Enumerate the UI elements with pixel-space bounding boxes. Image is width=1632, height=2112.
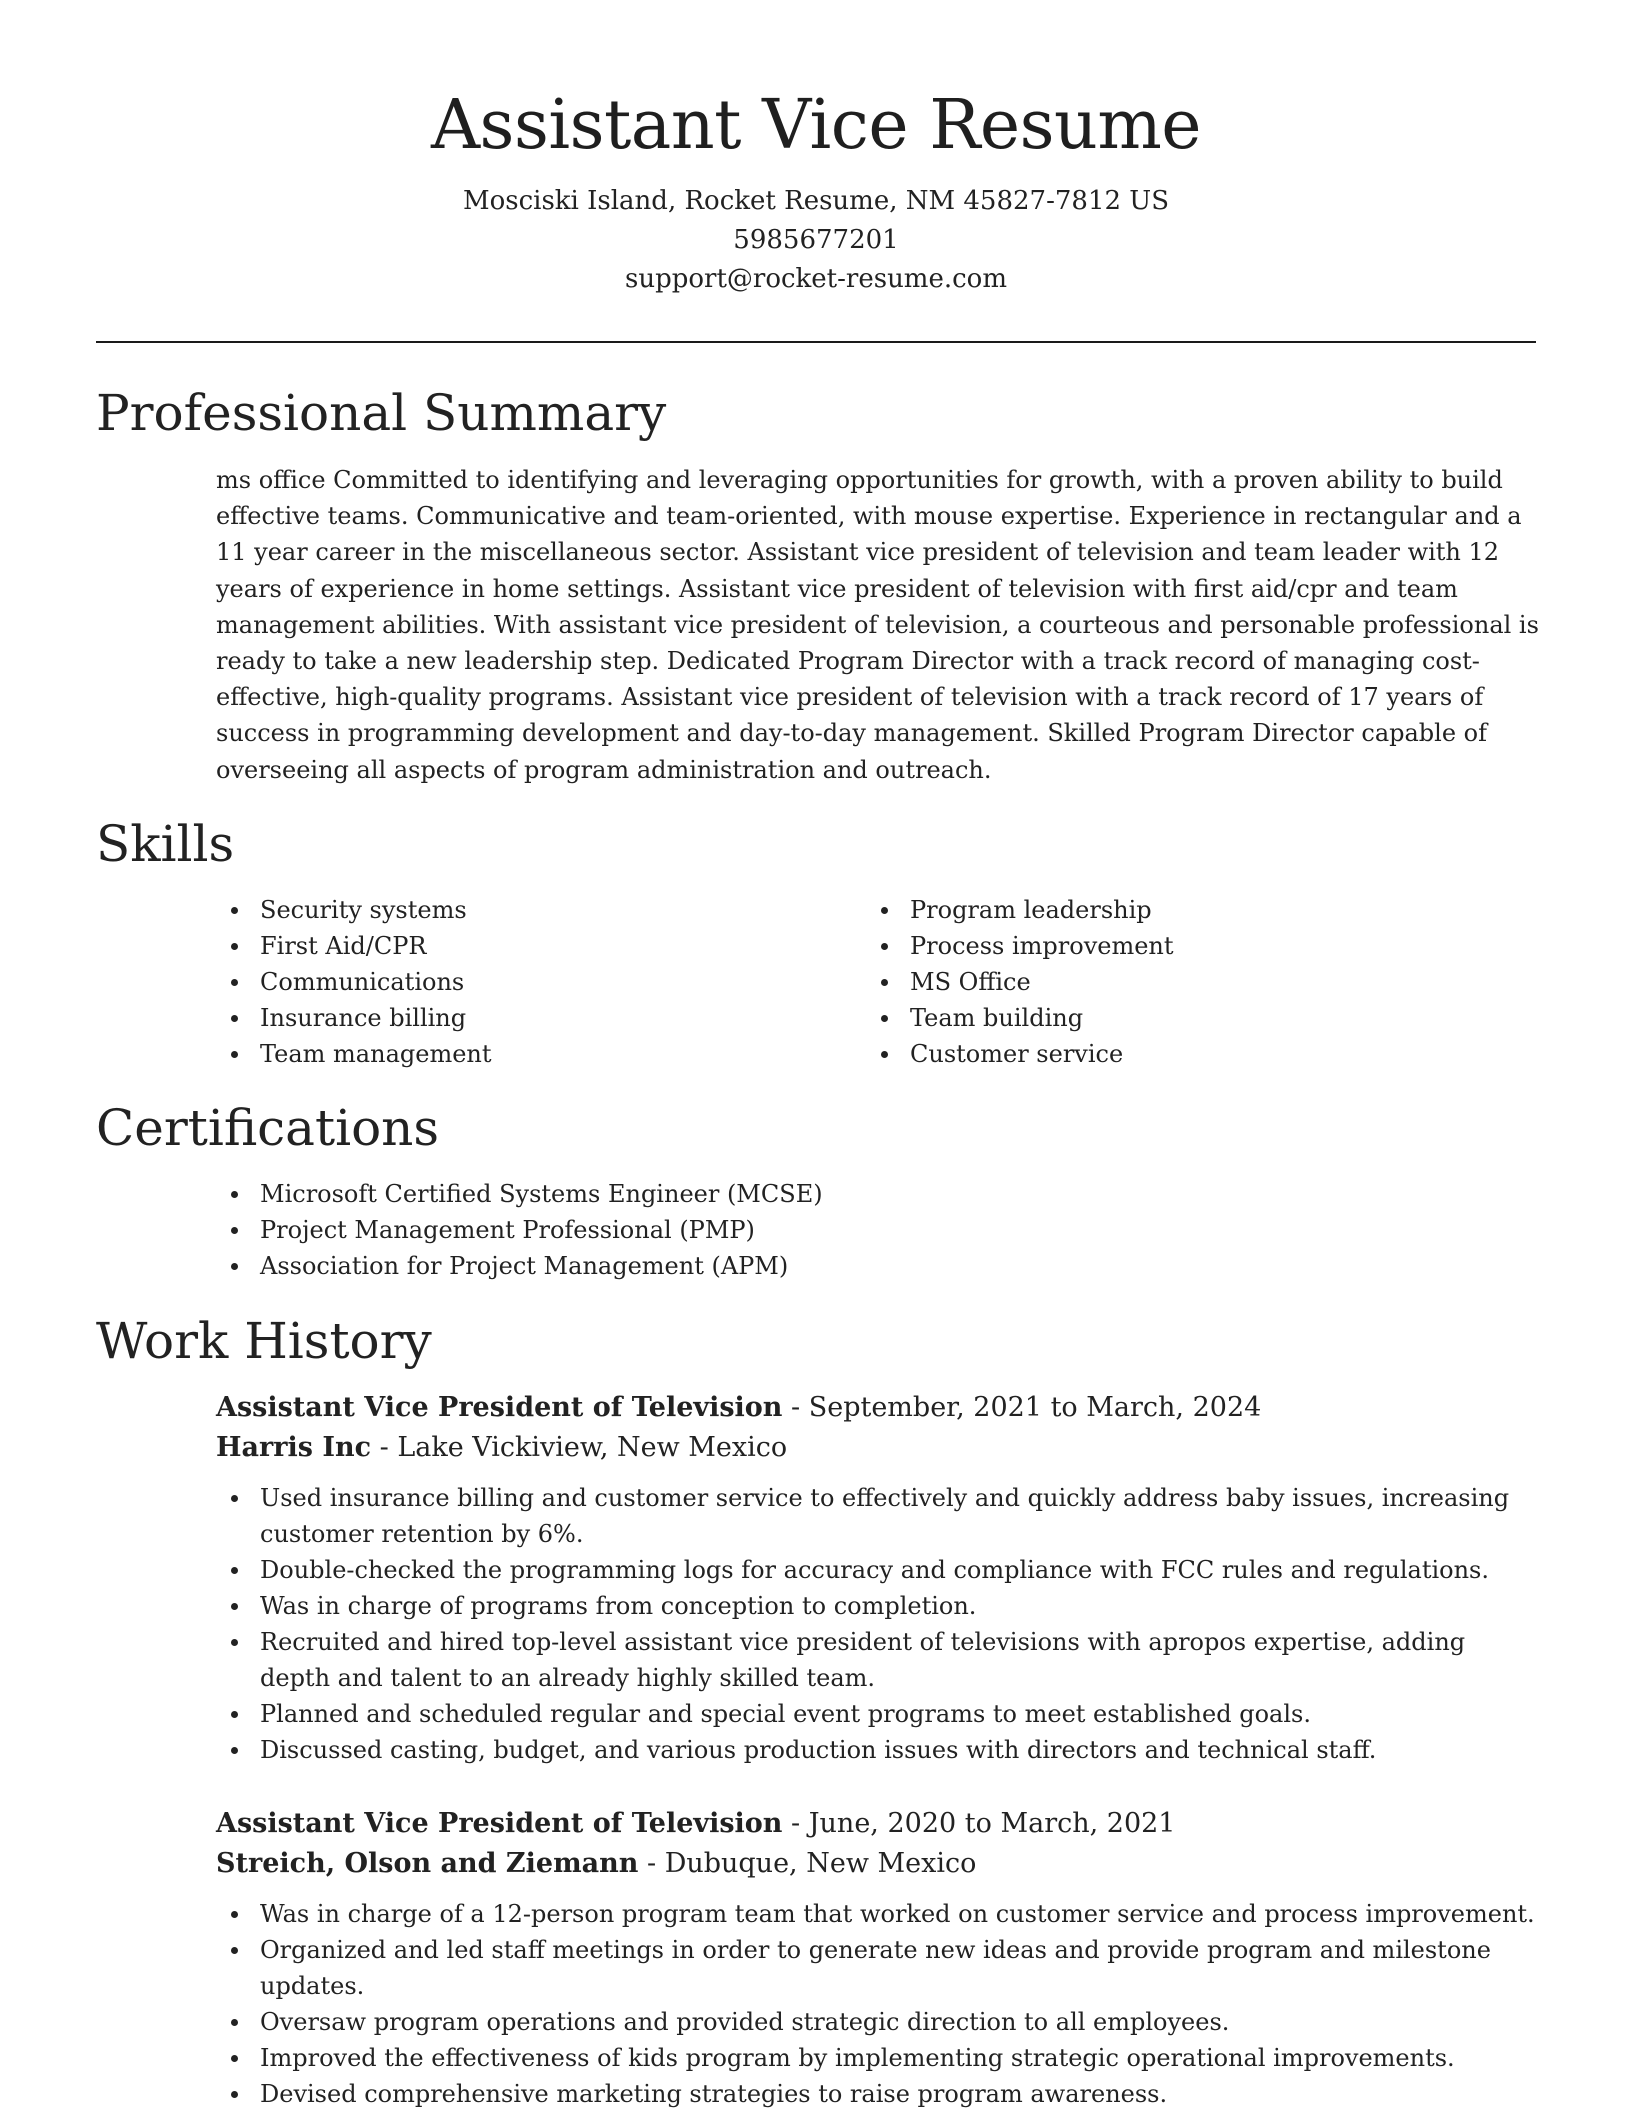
responsibility-item: Recruited and hired top-level assistant vice president of televisions with apropos expertise, adding depth and talent to an already highly skilled team. (216, 1624, 1546, 1696)
skill-item: MS Office (866, 964, 1486, 1000)
skill-item: Insurance billing (216, 1000, 836, 1036)
responsibility-item: Devised comprehensive marketing strategies to raise program awareness. (216, 2076, 1546, 2112)
skill-item: Program leadership (866, 892, 1486, 928)
certification-item: Microsoft Certified Systems Engineer (MCSE) (216, 1176, 1316, 1212)
responsibility-item: Used insurance billing and customer service to effectively and quickly address baby issues, increasing customer retention by 6%. (216, 1480, 1546, 1552)
resume-title: Assistant Vice Resume (430, 86, 1202, 165)
skills-list-right (866, 892, 1486, 1072)
job-separator: - (371, 1432, 398, 1463)
job-company-line (216, 1844, 1546, 1884)
responsibility-item: Was in charge of a 12-person program team that worked on customer service and process improvement. (216, 1896, 1546, 1932)
responsibility-item: Double-checked the programming logs for accuracy and compliance with FCC rules and regulations. (216, 1552, 1546, 1588)
skill-item: Communications (216, 964, 836, 1000)
professional-summary-heading: Professional Summary (96, 384, 667, 442)
skill-item: Customer service (866, 1036, 1486, 1072)
job-title-line (216, 1804, 1546, 1844)
skill-item: Team management (216, 1036, 836, 1072)
job-company: Streich, Olson and Ziemann (216, 1848, 639, 1879)
job-location: Dubuque, New Mexico (664, 1848, 977, 1879)
job-title: Assistant Vice President of Television (216, 1392, 783, 1423)
job-title: Assistant Vice President of Television (216, 1808, 783, 1839)
job-separator: - (782, 1392, 809, 1423)
work-history-heading: Work History (96, 1312, 432, 1370)
responsibility-item: Planned and scheduled regular and special event programs to meet established goals. (216, 1696, 1546, 1732)
responsibility-item: Oversaw program operations and provided strategic direction to all employees. (216, 2004, 1546, 2040)
certifications-list (216, 1176, 1316, 1284)
contact-address: Mosciski Island, Rocket Resume, NM 45827-7812 US (462, 186, 1170, 216)
responsibility-item: Discussed casting, budget, and various production issues with directors and technical staff. (216, 1732, 1546, 1768)
job-responsibilities (216, 1896, 1546, 2112)
header-divider (96, 341, 1536, 343)
contact-email: support@rocket-resume.com (624, 264, 1007, 294)
job-dates: September, 2021 to March, 2024 (808, 1392, 1262, 1423)
responsibility-item: Organized and led staff meetings in order to generate new ideas and provide program and milestone updates. (216, 1932, 1546, 2004)
skill-item: Security systems (216, 892, 836, 928)
responsibility-item: Improved the effectiveness of kids program by implementing strategic operational improvements. (216, 2040, 1546, 2076)
skill-item: Process improvement (866, 928, 1486, 964)
resume-header (96, 78, 1536, 299)
certifications-heading: Certifications (96, 1099, 440, 1157)
responsibility-item: Was in charge of programs from conception to completion. (216, 1588, 1546, 1624)
skills-list-left (216, 892, 836, 1072)
job-title-line (216, 1388, 1546, 1428)
job-separator: - (638, 1848, 665, 1879)
skills-heading: Skills (96, 815, 235, 873)
professional-summary-text: ms office Committed to identifying and leveraging opportunities for growth, with a proven ability to build effective teams. Communicative and team-oriented, with mouse expertise. Experience in rectangular and a 11 year career in the miscellaneous sector. Assistant vice president of television and team leader with 12 years of experience in home settings. Assistant vice president of television with first aid/cpr and team management abilities. With assistant vice president of television, a courteous and personable professional is ready to take a new leadership step. Dedicated Program Director with a track record of managing cost-effective, high-quality programs. Assistant vice president of television with a track record of 17 years of success in programming development and day-to-day management. Skilled Program Director capable of overseeing all aspects of program administration and outreach. (216, 466, 1539, 784)
job-responsibilities (216, 1480, 1546, 1768)
job-company: Harris Inc (216, 1432, 372, 1463)
job-dates: June, 2020 to March, 2021 (808, 1808, 1176, 1839)
job-company-line (216, 1428, 1546, 1468)
certification-item: Project Management Professional (PMP) (216, 1212, 1316, 1248)
job-location: Lake Vickiview, New Mexico (397, 1432, 788, 1463)
skill-item: Team building (866, 1000, 1486, 1036)
job-entry (216, 1804, 1546, 2112)
contact-phone: 5985677201 (733, 225, 899, 255)
job-entry (216, 1388, 1546, 1768)
job-separator: - (782, 1808, 809, 1839)
certification-item: Association for Project Management (APM) (216, 1248, 1316, 1284)
skill-item: First Aid/CPR (216, 928, 836, 964)
